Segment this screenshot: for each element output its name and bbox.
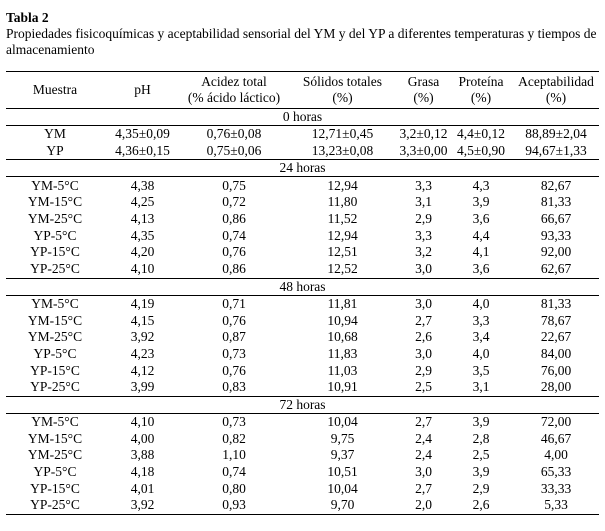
sample-cell: YP bbox=[46, 143, 64, 159]
value-cell: 3,92 bbox=[130, 329, 155, 345]
value-cell: 4,5±0,90 bbox=[457, 143, 505, 159]
table-row bbox=[6, 194, 599, 211]
value-cell: 3,3 bbox=[472, 312, 490, 328]
value-cell: 2,9 bbox=[415, 211, 432, 227]
value-cell: 10,04 bbox=[327, 480, 358, 496]
value-cell: 0,76 bbox=[222, 244, 246, 260]
value-cell: 4,35±0,09 bbox=[115, 126, 170, 142]
column-header-line: (% ácido láctico) bbox=[187, 90, 281, 105]
section-header-row bbox=[6, 278, 599, 295]
value-cell: 4,25 bbox=[130, 194, 155, 210]
sample-cell: YM-15°C bbox=[27, 194, 83, 210]
value-cell: 0,74 bbox=[222, 464, 246, 480]
value-cell: 11,80 bbox=[327, 194, 358, 210]
value-cell: 12,71±0,45 bbox=[311, 126, 374, 142]
table-row bbox=[6, 177, 599, 194]
value-cell: 2,4 bbox=[415, 430, 432, 446]
value-cell: 4,20 bbox=[130, 244, 155, 260]
column-header bbox=[513, 72, 599, 109]
value-cell: 2,9 bbox=[472, 480, 490, 496]
value-cell: 0,75 bbox=[222, 177, 246, 193]
column-header-line: Muestra bbox=[32, 82, 78, 97]
table-row bbox=[6, 464, 599, 481]
value-cell: 10,68 bbox=[327, 329, 358, 345]
value-cell: 4,10 bbox=[130, 413, 155, 429]
value-cell: 4,0 bbox=[472, 295, 490, 311]
value-cell: 92,00 bbox=[540, 244, 572, 260]
value-cell: 0,74 bbox=[222, 227, 246, 243]
value-cell: 2,7 bbox=[415, 312, 432, 328]
value-cell: 3,1 bbox=[415, 194, 432, 210]
value-cell: 3,1 bbox=[472, 379, 490, 395]
value-cell: 12,51 bbox=[327, 244, 358, 260]
value-cell: 0,76 bbox=[222, 312, 246, 328]
value-cell: 3,3±0,00 bbox=[399, 143, 448, 159]
table-row bbox=[6, 244, 599, 261]
value-cell: 4,12 bbox=[130, 362, 155, 378]
value-cell: 82,67 bbox=[540, 177, 572, 193]
value-cell: 3,6 bbox=[472, 211, 490, 227]
value-cell: 3,9 bbox=[472, 413, 490, 429]
column-header bbox=[6, 72, 104, 109]
value-cell: 3,2±0,12 bbox=[399, 126, 448, 142]
value-cell: 10,51 bbox=[327, 464, 358, 480]
table-row bbox=[6, 143, 599, 160]
value-cell: 12,94 bbox=[327, 177, 358, 193]
value-cell: 2,6 bbox=[415, 329, 432, 345]
value-cell: 11,81 bbox=[327, 295, 358, 311]
sample-cell: YM bbox=[44, 126, 66, 142]
value-cell: 88,89±2,04 bbox=[525, 126, 587, 142]
value-cell: 0,86 bbox=[222, 211, 246, 227]
sample-cell: YP-15°C bbox=[30, 480, 80, 496]
value-cell: 0,80 bbox=[222, 480, 246, 496]
value-cell: 0,75±0,06 bbox=[206, 143, 262, 159]
value-cell: 0,87 bbox=[222, 329, 246, 345]
value-cell: 0,86 bbox=[222, 261, 246, 277]
value-cell: 11,52 bbox=[327, 211, 358, 227]
value-cell: 3,3 bbox=[415, 177, 432, 193]
column-header-line: Grasa bbox=[407, 74, 440, 89]
value-cell: 4,00 bbox=[544, 447, 568, 463]
value-cell: 10,91 bbox=[327, 379, 358, 395]
section-header-row bbox=[6, 396, 599, 413]
table-row bbox=[6, 362, 599, 379]
column-header-line: Acidez total bbox=[201, 74, 267, 89]
sample-cell: YP-25°C bbox=[30, 379, 80, 395]
value-cell: 81,33 bbox=[540, 194, 572, 210]
value-cell: 3,3 bbox=[415, 227, 432, 243]
value-cell: 3,92 bbox=[104, 497, 181, 514]
value-cell: 33,33 bbox=[540, 480, 572, 496]
value-cell: 2,7 bbox=[415, 413, 432, 429]
value-cell: 0,93 bbox=[181, 497, 287, 514]
sample-cell: YP-25°C bbox=[30, 261, 80, 277]
value-cell: 3,0 bbox=[415, 345, 432, 361]
value-cell: 62,67 bbox=[540, 261, 572, 277]
value-cell: 4,38 bbox=[130, 177, 155, 193]
section-label: 72 horas bbox=[6, 396, 599, 413]
value-cell: 0,76 bbox=[222, 362, 246, 378]
section-label: 0 horas bbox=[6, 109, 599, 126]
column-header-line: Proteína bbox=[458, 74, 504, 89]
table-row bbox=[6, 447, 599, 464]
value-cell: 0,73 bbox=[222, 345, 246, 361]
value-cell: 84,00 bbox=[540, 345, 572, 361]
sample-cell: YP-25°C bbox=[6, 497, 104, 514]
value-cell: 0,71 bbox=[222, 295, 246, 311]
table-row bbox=[6, 227, 599, 244]
table-row bbox=[6, 261, 599, 278]
value-cell: 3,4 bbox=[472, 329, 490, 345]
section-header-row bbox=[6, 109, 599, 126]
header-row bbox=[6, 72, 599, 109]
value-cell: 66,67 bbox=[540, 211, 572, 227]
value-cell: 2,4 bbox=[415, 447, 432, 463]
column-header-line: pH bbox=[134, 82, 151, 97]
column-header-line: (%) bbox=[470, 90, 492, 105]
value-cell: 3,88 bbox=[130, 447, 155, 463]
column-header bbox=[398, 72, 449, 109]
value-cell: 0,82 bbox=[222, 430, 246, 446]
value-cell: 4,10 bbox=[130, 261, 155, 277]
value-cell: 78,67 bbox=[540, 312, 572, 328]
sample-cell: YM-15°C bbox=[27, 312, 83, 328]
table-row bbox=[6, 430, 599, 447]
sample-cell: YM-5°C bbox=[31, 177, 79, 193]
table-row bbox=[6, 312, 599, 329]
column-header-line: Aceptabilidad bbox=[518, 74, 594, 89]
value-cell: 0,76±0,08 bbox=[206, 126, 262, 142]
value-cell: 2,0 bbox=[398, 497, 449, 514]
value-cell: 11,03 bbox=[327, 362, 358, 378]
value-cell: 4,19 bbox=[130, 295, 155, 311]
value-cell: 4,3 bbox=[472, 177, 490, 193]
sample-cell: YP-5°C bbox=[33, 464, 77, 480]
value-cell: 76,00 bbox=[540, 362, 572, 378]
value-cell: 4,35 bbox=[130, 227, 155, 243]
sample-cell: YP-15°C bbox=[30, 244, 80, 260]
column-header-line: (%) bbox=[332, 90, 353, 105]
value-cell: 4,13 bbox=[130, 211, 155, 227]
value-cell: 0,83 bbox=[222, 379, 246, 395]
value-cell: 13,23±0,08 bbox=[311, 143, 374, 159]
value-cell: 3,99 bbox=[130, 379, 155, 395]
table-title: Tabla 2 bbox=[6, 10, 49, 25]
value-cell: 0,73 bbox=[222, 413, 246, 429]
column-header bbox=[449, 72, 513, 109]
value-cell: 9,37 bbox=[330, 447, 355, 463]
value-cell: 93,33 bbox=[540, 227, 572, 243]
table-body bbox=[6, 109, 599, 515]
value-cell: 2,5 bbox=[415, 379, 432, 395]
value-cell: 4,00 bbox=[130, 430, 155, 446]
table-row bbox=[6, 126, 599, 143]
value-cell: 3,6 bbox=[472, 261, 490, 277]
value-cell: 3,0 bbox=[415, 295, 432, 311]
value-cell: 4,4±0,12 bbox=[457, 126, 505, 142]
table-row bbox=[6, 497, 599, 514]
sample-cell: YM-25°C bbox=[27, 447, 83, 463]
value-cell: 12,52 bbox=[327, 261, 358, 277]
value-cell: 65,33 bbox=[540, 464, 572, 480]
column-header bbox=[104, 72, 181, 109]
sample-cell: YP-5°C bbox=[33, 227, 77, 243]
value-cell: 12,94 bbox=[327, 227, 358, 243]
value-cell: 94,67±1,33 bbox=[525, 143, 587, 159]
value-cell: 2,7 bbox=[415, 480, 432, 496]
value-cell: 4,18 bbox=[130, 464, 155, 480]
section-label: 48 horas bbox=[6, 278, 599, 295]
column-header-line: Sólidos totales bbox=[302, 74, 383, 89]
value-cell: 3,0 bbox=[415, 464, 432, 480]
column-header-line: (%) bbox=[413, 90, 434, 105]
data-table bbox=[6, 71, 599, 515]
sample-cell: YM-25°C bbox=[27, 329, 83, 345]
column-header bbox=[287, 72, 398, 109]
value-cell: 4,36±0,15 bbox=[115, 143, 170, 159]
table-row bbox=[6, 346, 599, 363]
value-cell: 22,67 bbox=[540, 329, 572, 345]
value-cell: 2,9 bbox=[415, 362, 432, 378]
value-cell: 46,67 bbox=[540, 430, 572, 446]
value-cell: 4,0 bbox=[472, 345, 490, 361]
value-cell: 2,6 bbox=[449, 497, 513, 514]
table-row bbox=[6, 480, 599, 497]
value-cell: 4,15 bbox=[130, 312, 155, 328]
table-row bbox=[6, 413, 599, 430]
table-row bbox=[6, 211, 599, 228]
value-cell: 4,23 bbox=[130, 345, 155, 361]
sample-cell: YP-5°C bbox=[33, 345, 77, 361]
column-header-line: (%) bbox=[545, 90, 567, 105]
value-cell: 3,5 bbox=[472, 362, 490, 378]
section-header-row bbox=[6, 160, 599, 177]
value-cell: 3,2 bbox=[415, 244, 432, 260]
value-cell: 3,9 bbox=[472, 194, 490, 210]
table-row bbox=[6, 379, 599, 396]
sample-cell: YM-25°C bbox=[27, 211, 83, 227]
value-cell: 11,83 bbox=[327, 345, 358, 361]
table-header bbox=[6, 72, 599, 109]
sample-cell: YM-5°C bbox=[31, 413, 79, 429]
table-row bbox=[6, 295, 599, 312]
value-cell: 0,72 bbox=[222, 194, 246, 210]
value-cell: 9,75 bbox=[330, 430, 355, 446]
value-cell: 4,4 bbox=[472, 227, 490, 243]
value-cell: 4,1 bbox=[472, 244, 490, 260]
value-cell: 5,33 bbox=[513, 497, 599, 514]
value-cell: 3,9 bbox=[472, 464, 490, 480]
value-cell: 4,01 bbox=[130, 480, 155, 496]
value-cell: 10,04 bbox=[327, 413, 358, 429]
value-cell: 81,33 bbox=[540, 295, 572, 311]
value-cell: 9,70 bbox=[287, 497, 398, 514]
value-cell: 1,10 bbox=[222, 447, 246, 463]
value-cell: 2,8 bbox=[472, 430, 490, 446]
section-label: 24 horas bbox=[6, 160, 599, 177]
sample-cell: YM-15°C bbox=[27, 430, 83, 446]
value-cell: 2,5 bbox=[472, 447, 490, 463]
sample-cell: YP-15°C bbox=[30, 362, 80, 378]
value-cell: 3,0 bbox=[415, 261, 432, 277]
table-caption: Propiedades fisicoquímicas y aceptabilidad sensorial del YM y del YP a diferentes temperaturas y tiempos de almacenamiento bbox=[6, 26, 597, 57]
value-cell: 72,00 bbox=[540, 413, 572, 429]
table-row bbox=[6, 329, 599, 346]
column-header bbox=[181, 72, 287, 109]
value-cell: 28,00 bbox=[540, 379, 572, 395]
value-cell: 10,94 bbox=[327, 312, 358, 328]
sample-cell: YM-5°C bbox=[31, 295, 79, 311]
